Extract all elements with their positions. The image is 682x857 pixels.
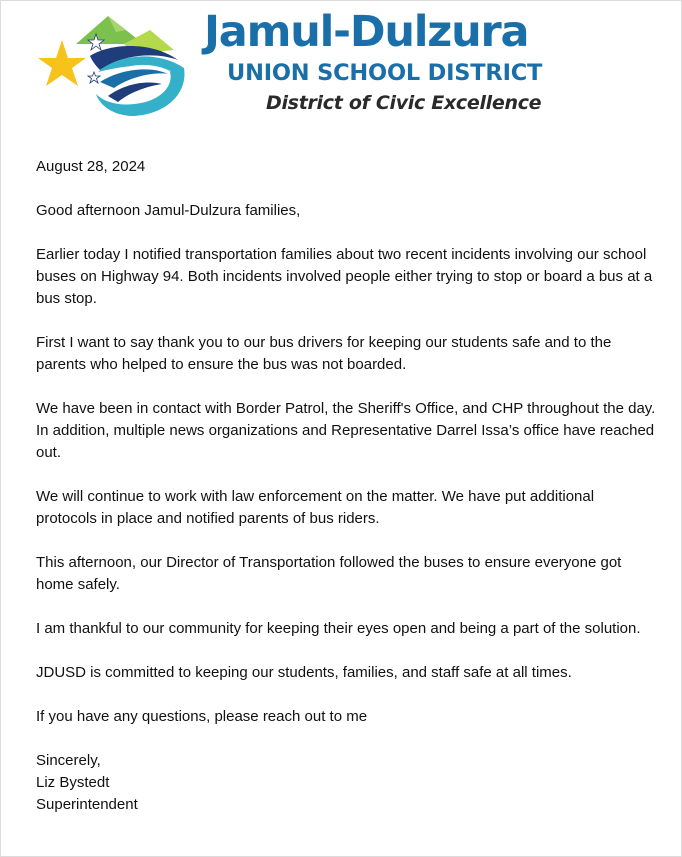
letter-paragraph: We will continue to work with law enforcement on the matter. We have put additional protocols in place and notified parents of bus riders.	[36, 488, 595, 527]
letter-closing: Sincerely,	[36, 752, 101, 769]
district-logo-icon	[38, 10, 188, 122]
letter-paragraph: Earlier today I notified transportation families about two recent incidents involving our school buses on Highway 94. Both incidents involved people either trying to stop or board a bus at a bus stop.	[36, 246, 653, 307]
letter-paragraph: We have been in contact with Border Patrol, the Sheriff's Office, and CHP throughout the day. In addition, multiple news organizations and Representative Darrel Issa’s office have reached out.	[36, 400, 656, 461]
letter-paragraph: First I want to say thank you to our bus drivers for keeping our students safe and to the parents who helped to ensure the bus was not boarded.	[36, 334, 612, 373]
letter-paragraph: JDUSD is committed to keeping our students, families, and staff safe at all times.	[36, 664, 572, 681]
district-motto: District of Civic Excellence	[266, 92, 542, 114]
signer-title: Superintendent	[36, 796, 138, 813]
letter-paragraph: If you have any questions, please reach out to me	[36, 708, 368, 725]
sign-off	[36, 750, 656, 816]
letter-paragraph: This afternoon, our Director of Transportation followed the buses to ensure everyone got home safely.	[36, 554, 622, 593]
letter-greeting: Good afternoon Jamul-Dulzura families,	[36, 202, 301, 219]
district-name: Jamul-Dulzura	[204, 7, 529, 57]
letterhead	[0, 0, 682, 130]
district-subtitle: UNION SCHOOL DISTRICT	[227, 60, 543, 86]
letter-date: August 28, 2024	[36, 158, 146, 175]
letter-paragraph: I am thankful to our community for keeping their eyes open and being a part of the solution.	[36, 620, 641, 637]
signer-name: Liz Bystedt	[36, 774, 110, 791]
letter-body	[36, 156, 656, 816]
